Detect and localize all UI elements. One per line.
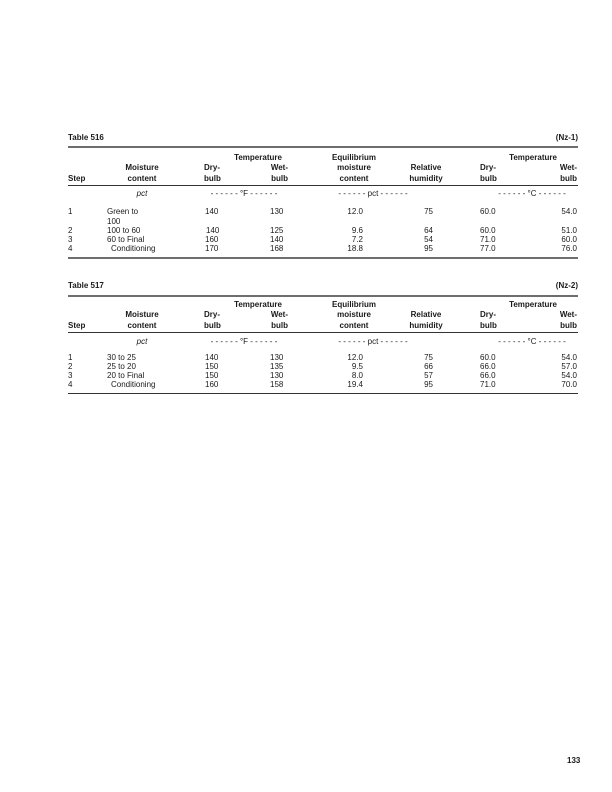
cell-rh: 75 [424, 207, 433, 216]
header-wet-f-line1: Wet- [270, 310, 288, 319]
cell-wet-f: 140 [270, 235, 284, 244]
cell-rh: 95 [424, 244, 433, 253]
cell-wet-c: 51.0 [561, 226, 577, 235]
header-step: Step [68, 174, 86, 183]
cell-wet-f: 135 [270, 362, 284, 371]
header-wet-c-line1: Wet- [559, 310, 577, 319]
table-title-row [68, 133, 578, 145]
header-moisture-line1: Moisture [125, 310, 159, 319]
top-rule [68, 146, 578, 148]
header-dry-c-line2: bulb [480, 321, 497, 330]
header-temperature-f: Temperature [234, 300, 282, 309]
header-rh-line1: Relative [410, 310, 442, 319]
cell-wet-c: 70.0 [561, 380, 577, 389]
cell-moisture: 25 to 20 [107, 362, 136, 371]
page-number: 133 [567, 756, 581, 765]
cell-wet-f: 130 [270, 371, 284, 380]
header-emc-line1: Equilibrium [332, 300, 376, 309]
cell-wet-f: 130 [270, 207, 284, 216]
cell-dry-f: 140 [206, 226, 220, 235]
header-dry-f-line1: Dry- [204, 163, 221, 172]
header-temperature-c: Temperature [509, 300, 557, 309]
cell-emc: 9.5 [351, 362, 363, 371]
cell-rh: 75 [424, 353, 433, 362]
cell-wet-f: 168 [270, 244, 284, 253]
cell-moisture: 30 to 25 [107, 353, 136, 362]
cell-wet-f: 130 [270, 353, 284, 362]
cell-step: 2 [68, 362, 73, 371]
header-dry-f-line2: bulb [204, 321, 221, 330]
table-title-row [68, 281, 578, 293]
unit-pct: - - - - - - pct - - - - - - [338, 189, 408, 198]
cell-emc: 7.2 [351, 235, 363, 244]
header-emc-line2: moisture [337, 310, 371, 319]
cell-moisture: Green to [107, 207, 139, 216]
unit-temp-f: - - - - - - °F - - - - - - [210, 189, 278, 198]
header-temperature-c: Temperature [509, 153, 557, 162]
unit-temp-c: - - - - - - °C - - - - - - [498, 337, 566, 346]
header-wet-c-line2: bulb [560, 174, 577, 183]
header-wet-c-line1: Wet- [559, 163, 577, 172]
header-emc-line3: content [339, 174, 369, 183]
header-dry-c-line1: Dry- [480, 310, 497, 319]
header-dry-f-line2: bulb [204, 174, 221, 183]
cell-wet-f: 158 [270, 380, 284, 389]
cell-step: 3 [68, 371, 73, 380]
cell-rh: 57 [424, 371, 433, 380]
cell-moisture: Conditioning [111, 380, 156, 389]
header-emc-line2: moisture [337, 163, 371, 172]
cell-dry-c: 71.0 [480, 380, 496, 389]
header-step: Step [68, 321, 86, 330]
unit-moisture: pct [136, 189, 148, 198]
table-title: Table 517 [68, 281, 104, 290]
header-dry-c-line2: bulb [480, 174, 497, 183]
header-rule [68, 332, 578, 333]
cell-moisture: Conditioning [111, 244, 156, 253]
cell-step: 2 [68, 226, 73, 235]
cell-dry-f: 140 [205, 353, 219, 362]
cell-wet-f: 125 [270, 226, 284, 235]
cell-dry-f: 150 [205, 371, 219, 380]
cell-dry-f: 170 [205, 244, 219, 253]
cell-dry-c: 66.0 [480, 371, 496, 380]
cell-wet-c: 76.0 [561, 244, 577, 253]
unit-moisture: pct [136, 337, 148, 346]
cell-emc: 9.6 [351, 226, 363, 235]
cell-wet-c: 60.0 [561, 235, 577, 244]
cell-emc: 8.0 [351, 371, 363, 380]
cell-step: 1 [68, 207, 73, 216]
cell-dry-f: 140 [205, 207, 219, 216]
cell-step: 1 [68, 353, 73, 362]
table-code: (Nz-1) [555, 133, 578, 142]
header-emc-line1: Equilibrium [332, 153, 376, 162]
cell-emc: 12.0 [347, 353, 363, 362]
cell-dry-c: 66.0 [480, 362, 496, 371]
header-wet-f-line1: Wet- [270, 163, 288, 172]
cell-rh: 66 [424, 362, 433, 371]
cell-step: 4 [68, 380, 73, 389]
cell-rh: 54 [424, 235, 433, 244]
cell-wet-c: 57.0 [561, 362, 577, 371]
header-rule [68, 185, 578, 186]
cell-rh: 64 [424, 226, 433, 235]
header-moisture-line1: Moisture [125, 163, 159, 172]
cell-emc: 12.0 [347, 207, 363, 216]
table-code: (Nz-2) [555, 281, 578, 290]
header-moisture-line2: content [127, 321, 157, 330]
bottom-rule [68, 257, 578, 259]
unit-pct: - - - - - - pct - - - - - - [338, 337, 408, 346]
header-rh-line2: humidity [409, 174, 443, 183]
header-rh-line1: Relative [410, 163, 442, 172]
cell-dry-c: 60.0 [480, 353, 496, 362]
cell-dry-f: 160 [205, 380, 219, 389]
header-dry-c-line1: Dry- [480, 163, 497, 172]
cell-moisture: 60 to Final [107, 235, 145, 244]
header-wet-c-line2: bulb [560, 321, 577, 330]
header-wet-f-line2: bulb [271, 321, 288, 330]
cell-emc: 19.4 [347, 380, 363, 389]
cell-dry-c: 77.0 [480, 244, 496, 253]
cell-dry-f: 160 [205, 235, 219, 244]
cell-step: 4 [68, 244, 73, 253]
header-wet-f-line2: bulb [271, 174, 288, 183]
cell-wet-c: 54.0 [561, 353, 577, 362]
cell-wet-c: 54.0 [561, 207, 577, 216]
header-emc-line3: content [339, 321, 369, 330]
header-rh-line2: humidity [409, 321, 443, 330]
cell-emc: 18.8 [347, 244, 363, 253]
cell-rh: 95 [424, 380, 433, 389]
cell-dry-c: 60.0 [480, 226, 496, 235]
table-516 [68, 133, 578, 263]
top-rule [68, 295, 578, 297]
cell-step: 3 [68, 235, 73, 244]
cell-dry-c: 71.0 [480, 235, 496, 244]
cell-dry-c: 60.0 [480, 207, 496, 216]
table-title: Table 516 [68, 133, 104, 142]
cell-moisture-cont: 100 [107, 217, 121, 226]
bottom-rule [68, 393, 578, 394]
table-517 [68, 281, 578, 401]
header-dry-f-line1: Dry- [204, 310, 221, 319]
unit-temp-c: - - - - - - °C - - - - - - [498, 189, 566, 198]
cell-wet-c: 54.0 [561, 371, 577, 380]
cell-dry-f: 150 [205, 362, 219, 371]
header-moisture-line2: content [127, 174, 157, 183]
unit-temp-f: - - - - - - °F - - - - - - [210, 337, 278, 346]
cell-moisture: 100 to 60 [107, 226, 141, 235]
cell-moisture: 20 to Final [107, 371, 145, 380]
header-temperature-f: Temperature [234, 153, 282, 162]
